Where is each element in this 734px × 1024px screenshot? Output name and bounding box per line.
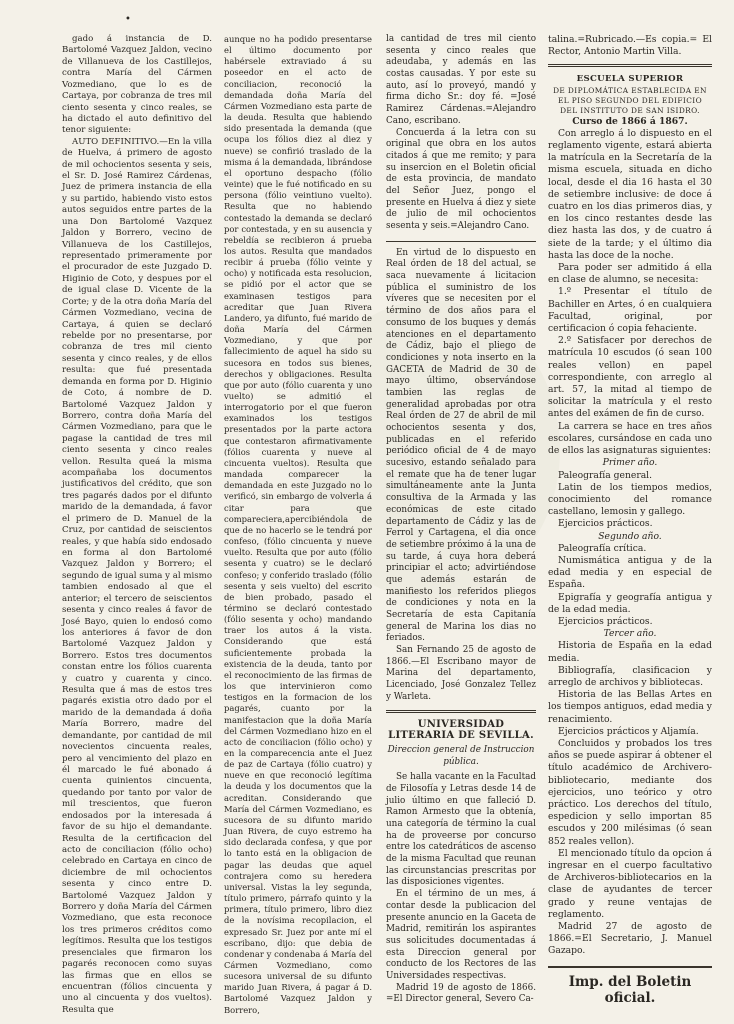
col1-paragraph: AUTO DEFINITIVO.—En la villa de Huelva, á primero de agosto de mil ochocientos sesenta y seis, el Sr. D. José Ramirez Cárdenas, Juez de primera instancia de ella y su partido, habiendo visto estos autos seguidos entre partes de la una Don Bartolomé Vazquez Jaldon y Borrero, vecino de Villanueva de los Castillejos, representado primeramente por el procurador de este Juzgado D. Higinio de Coto, y despues por el de igual clase D. Vicente de la Corte; y de la otra doña María del Cármen Vozmediano, vecina de Cartaya, á quien se declaró rebelde por no presentarse, por cobranza de tres mil ciento sesenta y cinco reales, y de ellos resulta: que fué presentada demanda en forma por D. Higinio de Coto, á nombre de D. Bartolomé Vazquez Jaldon y Borrero, contra doña María del Cármen Vozmediano, para que le pagase la cantidad de tres mil ciento sesenta y cinco reales vellon. Resulta queá la misma acompañaba los documentos justificativos del crédito, que son tres pagarés dados por el difunto marido de la demandada, á favor el primero de D. Manuel de la Cruz, por cantidad de seiscientos reales, y que había sido endosado en forma al don Bartolomé Vazquez Jaldon y Borrero; el segundo de igual suma y al mismo tambien endosado al que el anterior; el tercero de seiscientos sesenta y cinco reales á favor de José Bayo, quien lo endosó como los anteriores á favor de don Bartolomé Vazquez Jaldon y Borrero. Estos tres documentos constan entre los fólios cuarenta y cuatro y cuarenta y cinco. Resulta que á mas de estos tres pagarés existia otro dado por el marido de la demandada á doña María Borrero, madre del demandante, por cantidad de mil novecientos cincuenta reales, pero al vencimiento del plazo en él marcado le fué abonado á cuenta quinientos cincuenta, quedando por tanto por valor de mil trescientos, que fueron endosados por la interesada á favor de su hijo el demandante. Resulta de la certificacion del acto de conciliacion (fólio ocho) celebrado en Cartaya en cinco de diciembre de mil ochocientos sesenta y cinco entre D. Bartolomé Vazquez Jaldon y Borrero y doña María del Cármen Vozmediano, que esta reconoce los tres primeros créditos como legítimos. Resulta que los testigos presenciales que firmaron los pagarés reconocen como suyas las firmas que en ellos se encuentran (fólios cincuenta y uno al cincuenta y dos vueltos). Resulta que bbox=[62, 136, 212, 1015]
col4-paragraph: Para poder ser admitido á ella en clase de alumno, se necesita: bbox=[548, 262, 712, 286]
year-item: Bibliografía, clasificacion y arreglo de archivos y bibliotecas. bbox=[548, 664, 712, 688]
col4-paragraph: Con arreglo á lo dispuesto en el reglamento vigente, estará abierta la matrícula en la Secretaría de la misma escuela, situada en dicho local, desde el dia 16 hasta el 30 de setiembre inclusive: de doce á cuatro en los dias primeros dias, y en los cinco restantes desde las diez hasta las dos, y de cuatro á siete de la tarde; y el último dia hasta las doce de la noche. bbox=[548, 127, 712, 261]
year-item: Historia de las Bellas Artes en los tiempos antiguos, edad media y renacimiento. bbox=[548, 689, 712, 725]
col1-paragraph: gado á instancia de D. Bartolomé Vazquez Jaldon, vecino de Villanueva de los Castillejos, contra María del Cármen Vozmediano, que lo es de Cartaya, por cobranza de tres mil ciento sesenta y cinco reales, se ha dictado el auto definitivo del tenor siguiente: bbox=[62, 34, 212, 136]
double-divider bbox=[386, 710, 536, 713]
year-item: Concluidos y probados los tres años se puede aspirar á obtener el título académico de Archivero-bibliotecario, mediante dos ejercicios, uno teórico y otro práctico. Los derechos del título, espedicion y sello importan 85 escudos y 200 milésimas (ó sean 852 reales vellon). bbox=[548, 737, 712, 847]
printer-imprint: Imp. del Boletin oficial. bbox=[568, 973, 692, 1006]
year-item: Ejercicios prácticos. bbox=[558, 518, 653, 530]
year-item: Latin de los tiempos medios, conocimiento del romance castellano, lemosin y gallego. bbox=[548, 481, 712, 518]
year-item: Numismática antigua y de la edad media y en especial de España. bbox=[548, 554, 712, 591]
direction-heading: Direccion general de Instruccion pública. bbox=[387, 744, 535, 767]
col3-paragraph: Madrid 19 de agosto de 1866. =El Director general, Severo Ca- bbox=[386, 982, 536, 1005]
col2-paragraph: aunque no ha podido presentarse el último documento por habérsele extraviado á su poseedor en el acto de conciliacion, reconoció la demandada doña María del Cármen Vozmediano esta parte de la deuda. Resulta que habiendo sido presentada la demanda (que ocupa los fólios diez al diez y nueve) se confirió traslado de la misma á la demandada, librándose el oportuno despacho (fólio veinte) que le fué notificado en su persona (fólio veintiuno vuelto). Resulta que no habiendo contestado la demanda se declaró por contestada, y en su ausencia y rebeldía se recibieron á prueba los autos. Resulta que mandados recibir á prueba (fólio veinte y ocho) y notificada esta resolucion, se pidió por el actor que se examinasen testigos para acreditar que Juan Rivera Landero, ya difunto, fué marido de doña María del Cármen Vozmediano, y que por fallecimiento de aquel ha sido su sucesora en todos sus bienes, derechos y obligaciones. Resulta que por auto (fólio cuarenta y uno vuelto) se admitió el interrogatorio por el que fueron examinados los testigos presentados por la parte actora que contestaron afirmativamente (fólios cuarenta y nueve al cincuenta vueltos). Resulta que mandada comparecer la demandada en este Juzgado no lo verificó, sin embargo de volverla á citar para que compareciera,apercibiéndola de que de no hacerlo se le tendrá por confeso, (fólio cincuenta y nueve vuelto. Resulta que por auto (fólio sesenta y cuatro) se le declaró confeso; y conferido traslado (fólio sesenta y seis vuelto) del escrito de bien probado, pasado el término se declaró contestado (fólio sesenta y ocho) mandando traer los autos á la vista. Considerando que está suficientemente probada la existencia de la deuda, tanto por el reconocimiento de las firmas de los que intervinieron como testigos en la formacion de los pagarés, cuanto por la manifestacion que la doña María del Cármen Vozmediano hizo en el acto de conciliacion (fólio ocho) y en la comparecencia ante el Juez de paz de Cartaya (fólio cuatro) y nueve en que reconoció legítima la deuda y los documentos que la acreditan. Considerando que María del Cármen Vozmediano, es sucesora de su difunto marido Juan Rivera, de cuyo estremo ha sido declarada confesa, y que por lo tanto está en la obligacion de pagar las deudas que aquel contrajera como su heredera universal. Vistas la ley segunda, título primero, párrafo quinto y la primera, título primero, libro diez de la novísima recopilacion, el expresado Sr. Juez por ante mí el escribano, dijo: que debia de condenar y condenaba á María del Cármen Vozmediano, como sucesora universal de su difunto marido Juan Rivera, á pagar á D. Bartolomé Vazquez Jaldon y Borrero, bbox=[224, 34, 372, 1015]
divider bbox=[386, 241, 536, 242]
year-heading: Tercer año. bbox=[603, 628, 657, 640]
col4-paragraph: 2.º Satisfacer por derechos de matrícula 10 escudos (ó sean 100 reales vellon) en papel correspondiente, con arreglo al art. 57, la mitad al tiempo de solicitar la matrícula y el resto antes del exámen de fin de curso. bbox=[548, 335, 712, 420]
col3-paragraph: En virtud de lo dispuesto en Real órden de 18 del actual, se saca nuevamente á licitacion pública el suministro de los víveres que se necesiten por el término de dos años para el consumo de los buques y demás atenciones en el departamento de Cádiz, bajo el pliego de condiciones y nota inserto en la GACETA de Madrid de 30 de mayo último, observándose tambien las reglas de generalidad aprobadas por otra Real órden de 27 de abril de mil ochocientos sesenta y dos, publicadas en el referido periódico oficial de 4 de mayo sucesivo, estando señalado para el remate que ha de tener lugar simultáneamente ante la Junta consultiva de la Armada y las económicas de este citado departamento de Cádiz y las de Ferrol y Cartagena, el dia once de setiembre próximo á la una de su tarde, á cuya hora deberá principiar el acto; advirtiéndose que además estarán de manifiesto los referidos pliegos de condiciones y nota en la Secretaría de esta Capitanía general de Marina los dias no feriados. bbox=[386, 247, 536, 644]
school-title: ESCUELA SUPERIOR bbox=[576, 74, 684, 85]
double-divider bbox=[548, 64, 712, 67]
col3-paragraph: Se halla vacante en la Facultad de Filosofía y Letras desde 14 de julio último en que falleció D. Ramon Armesto que la obtenía, una categoría de término la cual ha de proveerse por concurso entre los catedráticos de ascenso de la misma Facultad que reunan las circunstancias prescritas por las disposiciones vigentes. bbox=[386, 772, 536, 888]
col4-paragraph: La carrera se hace en tres años escolares, cursándose en cada uno de ellos las asignaturas siguientes: bbox=[548, 420, 712, 457]
school-subtitle: DE DIPLOMÁTICA ESTABLECIDA EN EL PISO SEGUNDO DEL EDIFICIO DEL INSTITUTO DE SAN ISIDRO. bbox=[553, 85, 707, 115]
year-item: Historia de España en la edad media. bbox=[548, 640, 712, 664]
year-item: El mencionado título da opcion á ingresar en el cuerpo facultativo de Archiveros-bibliotecarios en la clase de ayudantes de tercer grado y reune ventajas de reglamento. bbox=[548, 847, 712, 920]
column-4 bbox=[548, 34, 712, 1006]
year-heading: Primer año. bbox=[602, 457, 658, 469]
year-item: Ejercicios prácticos. bbox=[558, 615, 653, 627]
university-heading: UNIVERSIDAD LITERARIA DE SEVILLA. bbox=[388, 718, 534, 742]
column-1 bbox=[62, 34, 212, 1016]
year-item: Epigrafía y geografía antigua y de la edad media. bbox=[548, 591, 712, 615]
col4-top: talina.=Rubricado.—Es copia.= El Rector, Antonio Martin Villa. bbox=[548, 34, 712, 58]
year-item: Ejercicios prácticos y Aljamía. bbox=[558, 725, 699, 737]
col3-paragraph: Concuerda á la letra con su original que obra en los autos citados á que me remito; y para su insercion en el Boletin oficial de esta provincia, de mandato del Señor Juez, pongo el presente en Huelva á diez y siete de julio de mil ochocientos sesenta y seis.=Alejandro Cano. bbox=[386, 127, 536, 231]
course-title: Curso de 1866 á 1867. bbox=[572, 115, 688, 127]
column-3 bbox=[386, 34, 536, 1006]
divider bbox=[548, 966, 712, 968]
year-item: Madrid 27 de agosto de 1866.=El Secretario, J. Manuel Gazapo. bbox=[548, 921, 712, 957]
col3-paragraph: San Fernando 25 de agosto de 1866.—El Escribano mayor de Marina del departamento, Licenciado, José Gonzalez Tellez y Warleta. bbox=[386, 645, 536, 702]
year-heading: Segundo año. bbox=[598, 530, 662, 542]
col3-paragraph: la cantidad de tres mil ciento sesenta y cinco reales que adeudaba, y además en las costas causadas. Y por este su auto, así lo proveyó, mandó y firma dicho Sr.: doy fé. =José Ramirez Cárdenas.=Alejandro Cano, escribano. bbox=[386, 34, 536, 126]
year-item: Paleografía general. bbox=[558, 469, 653, 481]
page-mark: • bbox=[125, 14, 131, 25]
col3-paragraph: En el término de un mes, á contar desde la publicacion del presente anuncio en la Gaceta de Madrid, remitirán los aspirantes sus solicitudes documentadas á esta Direccion general por conducto de los Rectores de las Universidades respectivas. bbox=[386, 889, 536, 981]
col4-paragraph: 1.º Presentar el título de Bachiller en Artes, ó en cualquiera Facultad, original, por certificacion ó copia fehaciente. bbox=[548, 286, 712, 335]
year-item: Paleografía crítica. bbox=[558, 542, 647, 554]
column-2 bbox=[224, 34, 372, 1016]
